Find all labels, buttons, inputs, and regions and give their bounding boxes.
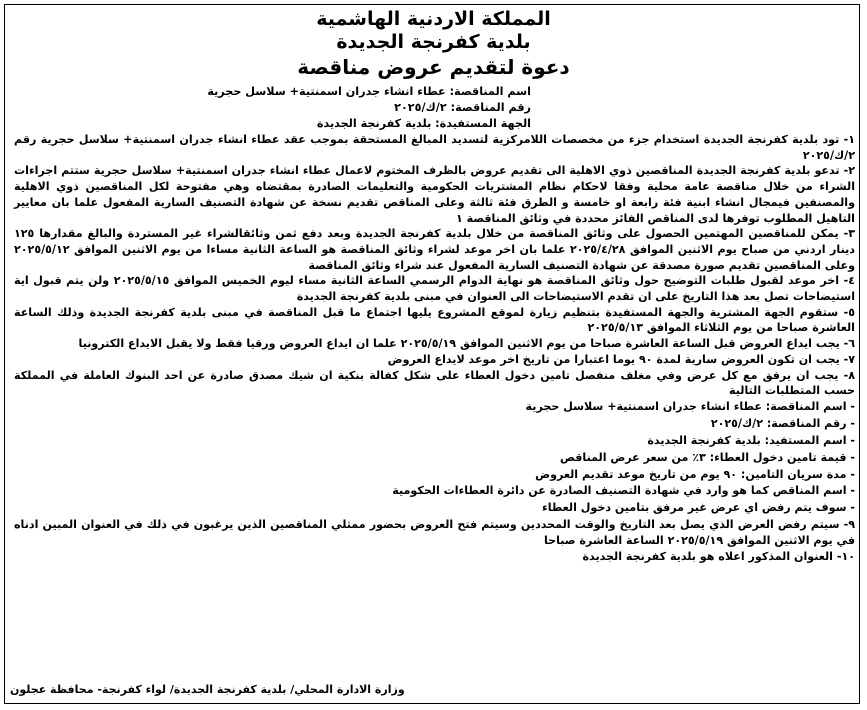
municipality-title: بلدية كفرنجة الجديدة (336, 31, 531, 53)
issuer-footer: وزارة الادارة المحلي/ بلدية كفرنجة الجديدة/ لواء كفرنجة- محافظة عجلون (10, 683, 405, 696)
clause-10: ١٠- العنوان المذكور اعلاه هو بلدية كفرنجة الجديدة (582, 549, 855, 563)
clause-8: ٨- يجب ان يرفق مع كل عرض وفي مغلف منفصل تامين دخول العطاء على شكل كفالة بنكية ان شيك مصدق صادرة عن احد البنوك العاملة في المملكة حسب المتطلبات التالية (14, 368, 855, 398)
requirement-item: - اسم المناقص كما هو وارد في شهادة التصنيف الصادرة عن دائرة العطاءات الحكومية (392, 484, 855, 498)
clause-6: ٦- يجب ايداع العروض قبل الساعة العاشرة صباحا من يوم الاثنين الموافق ٢٠٢٥/٥/١٩ علما ان ايداع العروض ورقيا فقط ولا يقبل الايداع الكترونيا (78, 337, 855, 351)
clause-1: ١- تود بلدية كفرنجة الجديدة استخدام جزء من مخصصات اللامركزية لتسديد المبالغ المستحقة بموجب عقد عطاء انشاء جدران اسمنتية+ سلاسل حجرية رقم ٢/ك/٢٠٢٥ (14, 133, 855, 162)
clause-4: ٤- اخر موعد لقبول طلبات التوضيح حول وثائق المناقصة هو نهاية الدوام الرسمي الساعة الثانية مساء ليوم الخميس الموافق ٢٠٢٥/٥/١٥ ولن يتم قبول اية استيضاحات تصل بعد هذا التاريخ على ان تقدم الاستيضاحات الى العنوان في مبنى بلدية كفرنجة الجديدة (14, 274, 855, 304)
requirement-item: - سوف يتم رفض اي عرض غير مرفق بتامين دخول العطاء (542, 501, 855, 515)
tender-name: اسم المناقصة: عطاء انشاء جدران اسمنتية+ سلاسل حجرية (207, 85, 531, 98)
tender-number: رقم المناقصة: ٢/ك/٢٠٢٥ (394, 101, 531, 114)
country-title: المملكة الاردنية الهاشمية (316, 8, 551, 30)
clause-2: ٢- تدعو بلدية كفرنجة الجديدة المناقصين ذوي الاهلية الى تقديم عروض بالظرف المختوم لاعمال عطاء انشاء جدران اسمنتية+ سلاسل حجرية ستتم اجراءات الشراء من خلال مناقصة عامة محلية وفقا لاحكام نظام المشتريات الحكومية والتعليمات الصادرة بمقتضاه وهي مفتوحة لكل المناقصين ذوي الاهلية والمصنفين فيمجال انشاء ابنية فئة رابعة او خامسة و الطرق فئة ثالثة وعلى المناقص تقديم نسخة عن شهادة التصنيف السارية المفعول علما بان معايير التاهيل المطلوب توفرها لدى المناقص الفائز محددة في وثائق المناقصة ١ (14, 164, 855, 225)
requirement-item: - اسم المستفيد: بلدية كفرنجة الجديدة (647, 433, 855, 447)
requirement-item: - رقم المناقصة: ٢/ك/٢٠٢٥ (710, 416, 855, 430)
clause-5: ٥- ستقوم الجهة المشترية والجهة المستفيدة بتنظيم زيارة لموقع المشروع يليها اجتماع ما قبل المناقصة في مبنى بلدية كفرنجة الجديدة وذلك الساعة العاشرة صباحا من يوم الثلاثاء الموافق ٢٠٢٥/٥/١٣ (14, 305, 855, 335)
clause-9: ٩- سيتم رفض العرض الذي يصل بعد التاريخ والوقت المحددين وسيتم فتح العروض بحضور ممثلي المناقصين الذين يرغبون في ذلك في العنوان المبين ادناه في يوم الاثنين الموافق ٢٠٢٥/٥/١٩ الساعة العاشرة صباحا (14, 518, 855, 547)
clause-7: ٧- يجب ان تكون العروض سارية لمدة ٩٠ يوما اعتبارا من تاريخ اخر موعد لايداع العروض (387, 352, 855, 366)
requirement-item: - قيمة تامين دخول العطاء: ٣٪ من سعر عرض المناقص (560, 450, 855, 464)
requirement-item: - اسم المناقصة: عطاء انشاء جدران اسمنتية+ سلاسل حجرية (525, 399, 855, 413)
requirements-list (8, 399, 859, 517)
beneficiary: الجهة المستفيدة: بلدية كفرنجة الجديدة (316, 117, 531, 130)
tender-notice (8, 6, 859, 706)
invitation-title: دعوة لتقديم عروض مناقصة (297, 55, 570, 79)
clause-3: ٣- يمكن للمناقصين المهتمين الحصول على وثائق المناقصة من خلال بلدية كفرنجة الجديدة وبعد دفع ثمن وثائقالشراء غير المستردة والبالغ مقدارها ١٢٥ دينار اردني من صباح يوم الاثنين الموافق ٢٠٢٥/٤/٢٨ علما بان اخر موعد لشراء وثائق المناقصة هو الساعة الثانية مساءا من يوم الاثنين الموافق ٢٠٢٥/٥/١٢ وعلى المناقصين تقديم صورة مصدقة عن شهادة التصنيف السارية المفعول عند شراء وثائق المناقصة (14, 227, 855, 272)
tender-meta (8, 84, 859, 132)
requirement-item: - مدة سريان التامين: ٩٠ يوم من تاريخ موعد تقديم العروض (535, 467, 855, 481)
